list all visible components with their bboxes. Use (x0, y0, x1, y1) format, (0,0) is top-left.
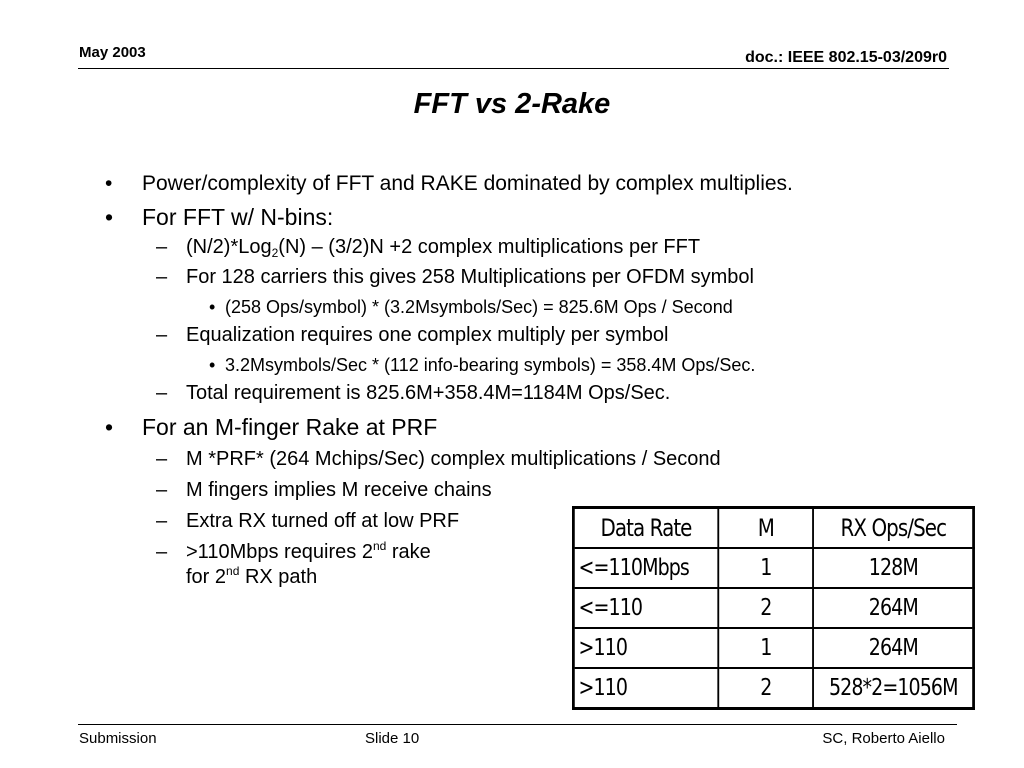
dash-marker: – (156, 510, 168, 532)
table-row (573, 548, 973, 588)
sub-bullet-text: Extra RX turned off at low PRF (186, 510, 460, 532)
table-row (573, 668, 973, 709)
table-row (573, 588, 973, 628)
dash-marker: – (156, 236, 168, 258)
header-date: May 2003 (79, 44, 146, 61)
header-rx-ops: RX Ops/Sec (813, 508, 973, 549)
header-doc-id: doc.: IEEE 802.15-03/209r0 (745, 49, 947, 66)
slide-title: FFT vs 2-Rake (413, 88, 611, 120)
table-cell: <=110 (573, 588, 718, 628)
table-header-row (573, 508, 973, 549)
dash-marker: – (156, 266, 168, 288)
bullet-marker: • (105, 204, 114, 230)
footer-rule (78, 724, 957, 725)
table-cell: 2 (718, 668, 813, 709)
sub-bullet-text: M *PRF* (264 Mchips/Sec) complex multiplications / Second (186, 448, 721, 470)
sub-bullet-text (186, 541, 431, 564)
table-cell: 264M (813, 588, 973, 628)
table-cell: 264M (813, 628, 973, 668)
dash-marker: – (156, 541, 168, 563)
bullet-marker: • (209, 355, 216, 375)
dash-marker: – (156, 448, 168, 470)
sub-bullet-text: M fingers implies M receive chains (186, 479, 492, 501)
text-fragment: >110Mbps requires 2 (186, 541, 373, 563)
text-fragment: for 2 (186, 566, 227, 588)
subscript: 2 (271, 246, 279, 260)
footer-submission: Submission (79, 730, 157, 747)
dash-marker: – (156, 382, 168, 404)
bullet-marker: • (105, 172, 113, 195)
sub-bullet-text: Equalization requires one complex multiply per symbol (186, 324, 669, 346)
text-fragment: (N) – (3/2)N +2 complex multiplications per FFT (278, 236, 701, 258)
sub-sub-bullet-text: (258 Ops/symbol) * (3.2Msymbols/Sec) = 825.6M Ops / Second (225, 297, 733, 317)
bullet-marker: • (209, 297, 216, 317)
sub-sub-bullet-text: 3.2Msymbols/Sec * (112 info-bearing symbols) = 358.4M Ops/Sec. (225, 355, 756, 375)
text-fragment: rake (386, 541, 431, 563)
bullet-text: Power/complexity of FFT and RAKE dominated by complex multiplies. (142, 172, 793, 195)
table-cell: 1 (718, 628, 813, 668)
table-cell: 1 (718, 548, 813, 588)
table-cell: 528*2=1056M (813, 668, 973, 709)
superscript: nd (226, 564, 240, 578)
ops-table (572, 506, 975, 710)
sub-bullet-text: For 128 carriers this gives 258 Multiplications per OFDM symbol (186, 266, 754, 288)
table-cell: 128M (813, 548, 973, 588)
table-row (573, 628, 973, 668)
sub-bullet-text (186, 566, 317, 589)
table-cell: <=110Mbps (573, 548, 718, 588)
bullet-marker: • (105, 414, 114, 440)
footer-slide-number: Slide 10 (365, 730, 420, 747)
header-m: M (718, 508, 813, 549)
text-fragment: RX path (239, 566, 318, 588)
footer-author: SC, Roberto Aiello (822, 730, 945, 747)
bullet-text: For an M-finger Rake at PRF (142, 414, 438, 440)
text-fragment: (N/2)*Log (186, 236, 272, 258)
header-data-rate: Data Rate (573, 508, 718, 549)
dash-marker: – (156, 324, 168, 346)
header-rule (78, 68, 949, 69)
table-cell: >110 (573, 628, 718, 668)
bullet-text: For FFT w/ N-bins: (142, 204, 334, 230)
sub-bullet-text: Total requirement is 825.6M+358.4M=1184M Ops/Sec. (186, 382, 671, 404)
table-cell: 2 (718, 588, 813, 628)
superscript: nd (372, 539, 387, 553)
sub-bullet-text (186, 236, 700, 259)
dash-marker: – (156, 479, 168, 501)
table-cell: >110 (573, 668, 718, 709)
